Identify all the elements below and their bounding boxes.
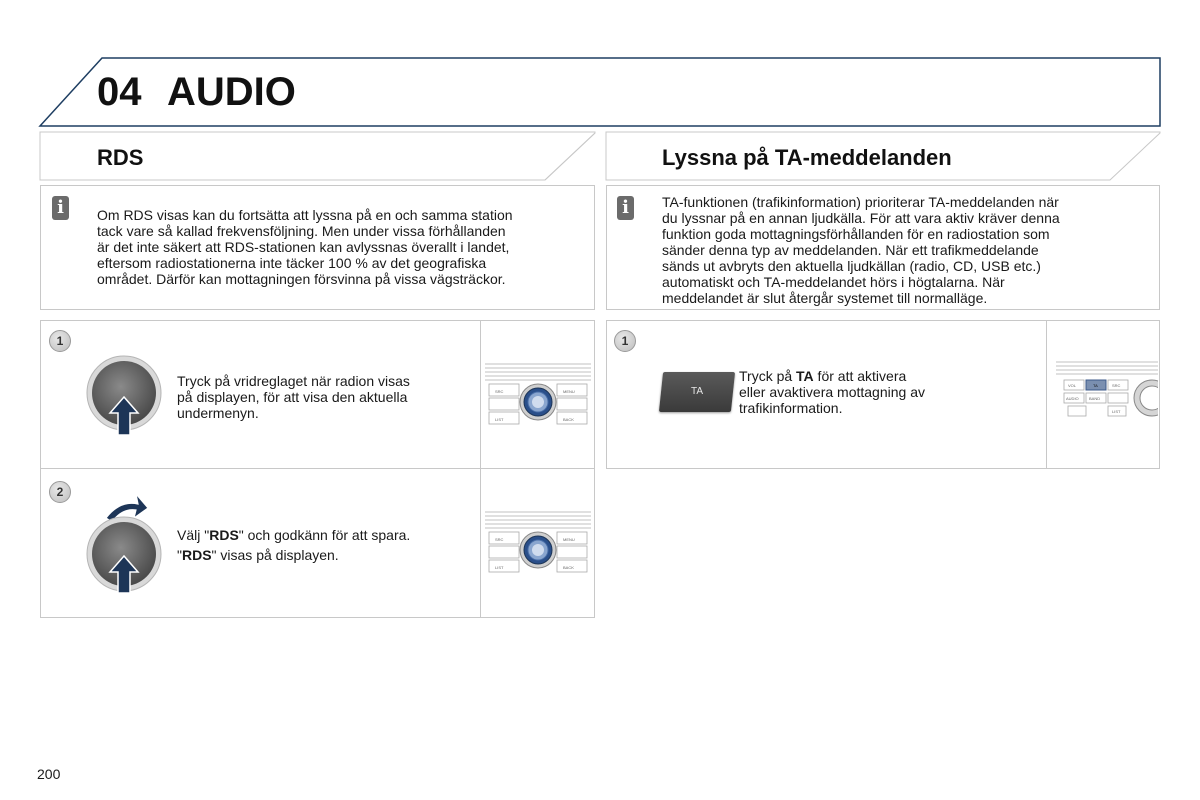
ta-info-line: TA-funktionen (trafikinformation) prioriterar TA-meddelanden när (662, 194, 1059, 210)
ta-info-text (662, 194, 1152, 306)
panel-label-src: SRC (1112, 383, 1121, 388)
ta-button-label: TA (690, 386, 704, 397)
panel-label-ta: TA (1093, 383, 1098, 388)
rds-info-line: är det inte säkert att RDS-stationen kan avlyssnas överallt i landet, (97, 239, 510, 255)
panel-label-menu: MENU (563, 537, 575, 542)
step-line: på displayen, för att visa den aktuella (177, 389, 408, 405)
ta-info-line: sänder denna typ av meddelanden. När ett trafikmeddelande (662, 242, 1039, 258)
step-number-badge: 1 (614, 330, 636, 352)
chapter-number: 04 (97, 70, 142, 114)
ta-info-line: sänds ut avbryts den aktuella ljudkällan (radio, CD, USB etc.) (662, 258, 1041, 274)
section-title-frames (0, 0, 1200, 190)
rds-info-line: Om RDS visas kan du fortsätta att lyssna på en och samma station (97, 207, 513, 223)
step-line: trafikinformation. (739, 400, 843, 416)
ta-info-line: meddelandet är slut återgår systemet till normalläge. (662, 290, 988, 306)
rds-info-line: eftersom radiostationerna inte täcker 100 % av det geografiska (97, 255, 487, 271)
panel-label-back: BACK (563, 417, 574, 422)
info-icon: i (617, 196, 634, 220)
info-icon: i (52, 196, 69, 220)
ta-info-line: automatiskt och TA-meddelandet hörs i högtalarna. När (662, 274, 1005, 290)
step-line: undermenyn. (177, 405, 259, 421)
step-line (177, 525, 467, 545)
rotary-knob-press-icon (86, 355, 166, 437)
ta-info-line: funktion goda mottagningsförhållanden för en radiostation som (662, 226, 1050, 242)
panel-label-band: BAND (1089, 396, 1101, 401)
panel-label-audio: AUDIO (1066, 396, 1079, 401)
step-text-part: Tryck på (739, 368, 797, 384)
radio-panel-illustration (483, 360, 593, 430)
rds-info-text (97, 207, 577, 287)
chapter-title: AUDIO (167, 70, 296, 114)
ta-info-line: du lyssnar på en annan ljudkälla. För att vara aktiv kräver denna (662, 210, 1060, 226)
panel-label-list: LIST (495, 417, 504, 422)
step-text-bold: RDS (209, 527, 239, 543)
radio-panel-ta-illustration (1050, 358, 1158, 428)
panel-label-src: SRC (495, 537, 504, 542)
panel-label-src: SRC (495, 389, 504, 394)
step-text-part: " och godkänn för att spara. (238, 527, 411, 543)
step-line: eller avaktivera mottagning av (739, 384, 925, 400)
panel-label-list: LIST (1112, 409, 1121, 414)
rotary-knob-turn-press-icon (86, 490, 166, 595)
panel-column-divider (480, 320, 481, 618)
step-text-part: för att aktivera (813, 368, 907, 384)
panel-label-list: LIST (495, 565, 504, 570)
step-text-bold: TA (796, 368, 814, 384)
panel-label-vol: VOL (1068, 383, 1077, 388)
page-number: 200 (37, 766, 61, 782)
rds-step1-text (177, 373, 467, 421)
step-line: Tryck på vridreglaget när radion visas (177, 373, 410, 389)
rds-info-line: tack vare så kallad frekvensföljning. Men under vissa förhållanden (97, 223, 506, 239)
rds-step2-text (177, 525, 467, 565)
panel-label-back: BACK (563, 565, 574, 570)
step-divider (40, 468, 595, 469)
step-text-part: Välj " (177, 527, 210, 543)
step-number-badge: 2 (49, 481, 71, 503)
radio-panel-illustration (483, 508, 593, 578)
rds-info-line: området. Därför kan mottagningen försvinna på vissa vägsträckor. (97, 271, 506, 287)
ta-section-title: Lyssna på TA-meddelanden (662, 145, 952, 170)
step-number-badge: 1 (49, 330, 71, 352)
panel-column-divider (1046, 320, 1047, 469)
panel-label-menu: MENU (563, 389, 575, 394)
rds-section-title: RDS (97, 145, 144, 170)
step-text-part: " (177, 547, 182, 563)
step-line (177, 545, 467, 565)
ta-button-illustration (659, 372, 735, 412)
step-text-bold: RDS (181, 547, 212, 563)
step-text-part: " visas på displayen. (211, 547, 339, 563)
ta-step1-text (739, 368, 1039, 416)
step-line (739, 368, 1039, 384)
